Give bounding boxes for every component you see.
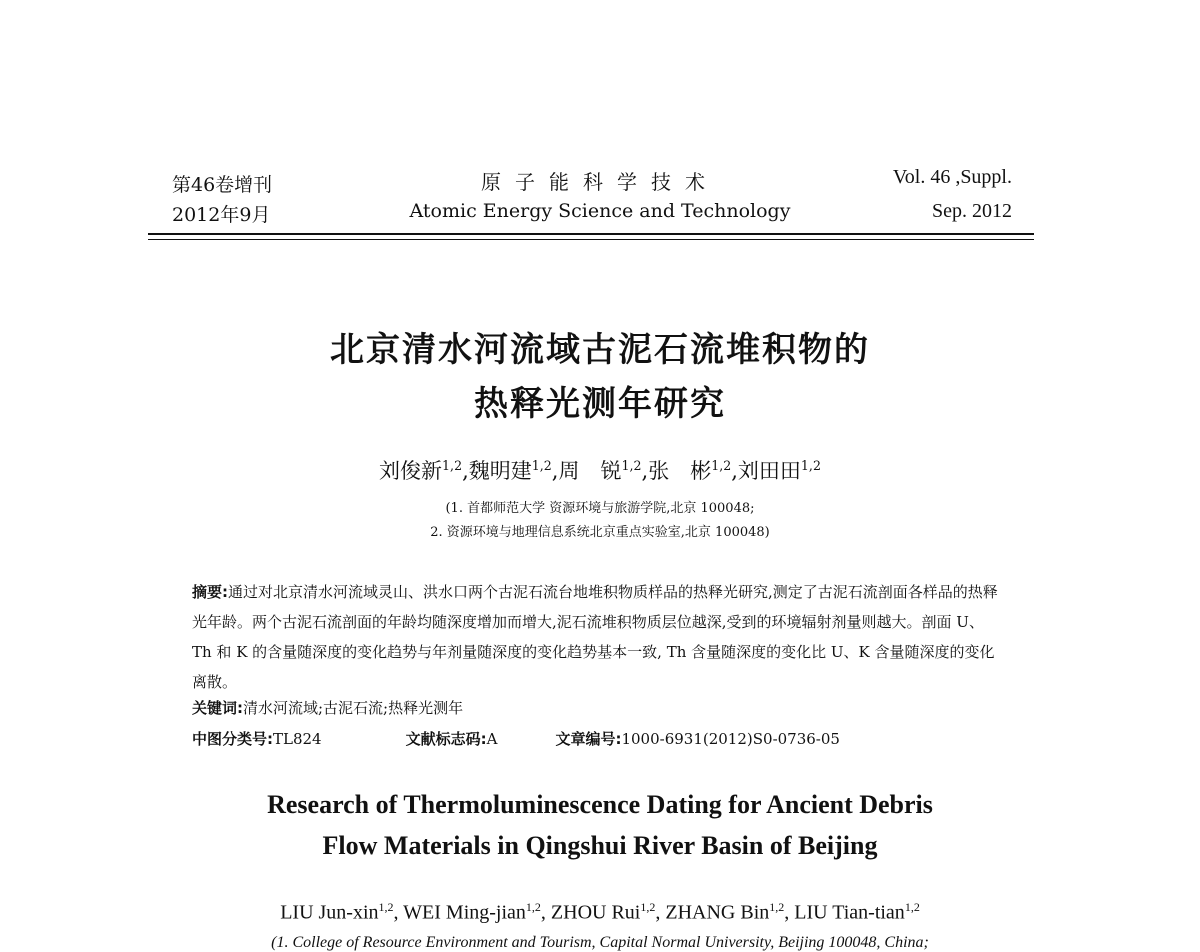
header-rule-thin [148,239,1034,240]
keywords-text: 清水河流域;古泥石流;热释光测年 [243,699,464,717]
en-author-affil-mark: 1,2 [525,900,541,914]
journal-volume: 第46卷增刊 [172,174,273,196]
header-rule-thick [148,233,1034,235]
cn-author-name: 周 锐 [558,459,622,483]
journal-volume-en: Vol. 46 ,Suppl. [892,166,1012,188]
cn-author-affil-mark: 1,2 [442,458,463,473]
cn-author-affil-mark: 1,2 [621,458,642,473]
cn-author-affil-mark: 1,2 [800,458,821,473]
en-author-name: ZHOU Rui [550,901,641,924]
cn-author-separator: , [641,459,649,483]
classification-line [192,728,1002,749]
journal-date-en: Sep. 2012 [932,200,1012,222]
article-id-label: 文章编号: [555,730,622,748]
cn-author-name: 刘俊新 [379,459,443,483]
authors-en [0,900,1200,925]
abstract-label: 摘要: [192,583,228,601]
abstract-cn [192,577,1002,697]
article-id-value: 1000-6931(2012)S0-0736-05 [621,730,840,748]
en-author-name: LIU Jun-xin [280,901,379,924]
title-en-line1: Research of Thermoluminescence Dating for Ancient Debris [267,790,933,819]
journal-name-en: Atomic Energy Science and Technology [409,200,791,222]
cn-author-separator: , [462,459,469,483]
cn-author-name: 张 彬 [648,459,712,483]
en-author-affil-mark: 1,2 [640,900,656,914]
en-author-affil-mark: 1,2 [904,900,920,914]
authors-cn [0,455,1200,485]
en-author-separator: , [655,901,666,924]
cn-author-separator: , [551,459,559,483]
cn-author-separator: , [731,459,738,483]
en-author-separator: , [540,901,551,924]
doc-code-label: 文献标志码: [405,730,487,748]
cn-author-affil-mark: 1,2 [531,458,552,473]
clc-label: 中图分类号: [192,730,273,748]
en-author-name: LIU Tian-tian [794,901,905,924]
en-author-affil-mark: 1,2 [769,900,785,914]
affiliation-en: (1. College of Resource Environment and Tourism, Capital Normal University, Beijing 100048, China; [271,934,929,951]
keywords-label: 关键词: [192,699,243,717]
affiliation-cn-2: 2. 资源环境与地理信息系统北京重点实验室,北京 100048) [430,525,770,540]
title-en-line2: Flow Materials in Qingshui River Basin of Beijing [322,831,878,860]
title-cn-line2: 热释光测年研究 [474,384,726,424]
journal-name-cn: 原子能科学技术 [481,170,719,194]
clc-value: TL824 [273,730,322,748]
cn-author-name: 刘田田 [737,459,801,483]
en-author-separator: , [784,901,795,924]
en-author-separator: , [393,901,404,924]
keywords-cn [192,697,463,718]
cn-author-name: 魏明建 [468,459,532,483]
en-author-affil-mark: 1,2 [378,900,394,914]
affiliation-cn-1: (1. 首都师范大学 资源环境与旅游学院,北京 100048; [445,501,755,516]
journal-date: 2012年9月 [172,204,271,226]
cn-author-affil-mark: 1,2 [711,458,732,473]
title-cn-line1: 北京清水河流域古泥石流堆积物的 [330,330,870,370]
doc-code-value: A [486,730,498,748]
abstract-text: 通过对北京清水河流域灵山、洪水口两个古泥石流台地堆积物质样品的热释光研究,测定了古泥石流剖面各样品的热释光年龄。两个古泥石流剖面的年龄均随深度增加而增大,泥石流堆积物质层位越深,受到的环境辐射剂量则越大。剖面 U、Th 和 K 的含量随深度的变化趋势与年剂量随深度的变化趋势基本一致, Th 含量随深度的变化比 U、K 含量随深度的变化离散。 [192,583,998,691]
en-author-name: WEI Ming-jian [403,901,526,924]
en-author-name: ZHANG Bin [665,901,770,924]
